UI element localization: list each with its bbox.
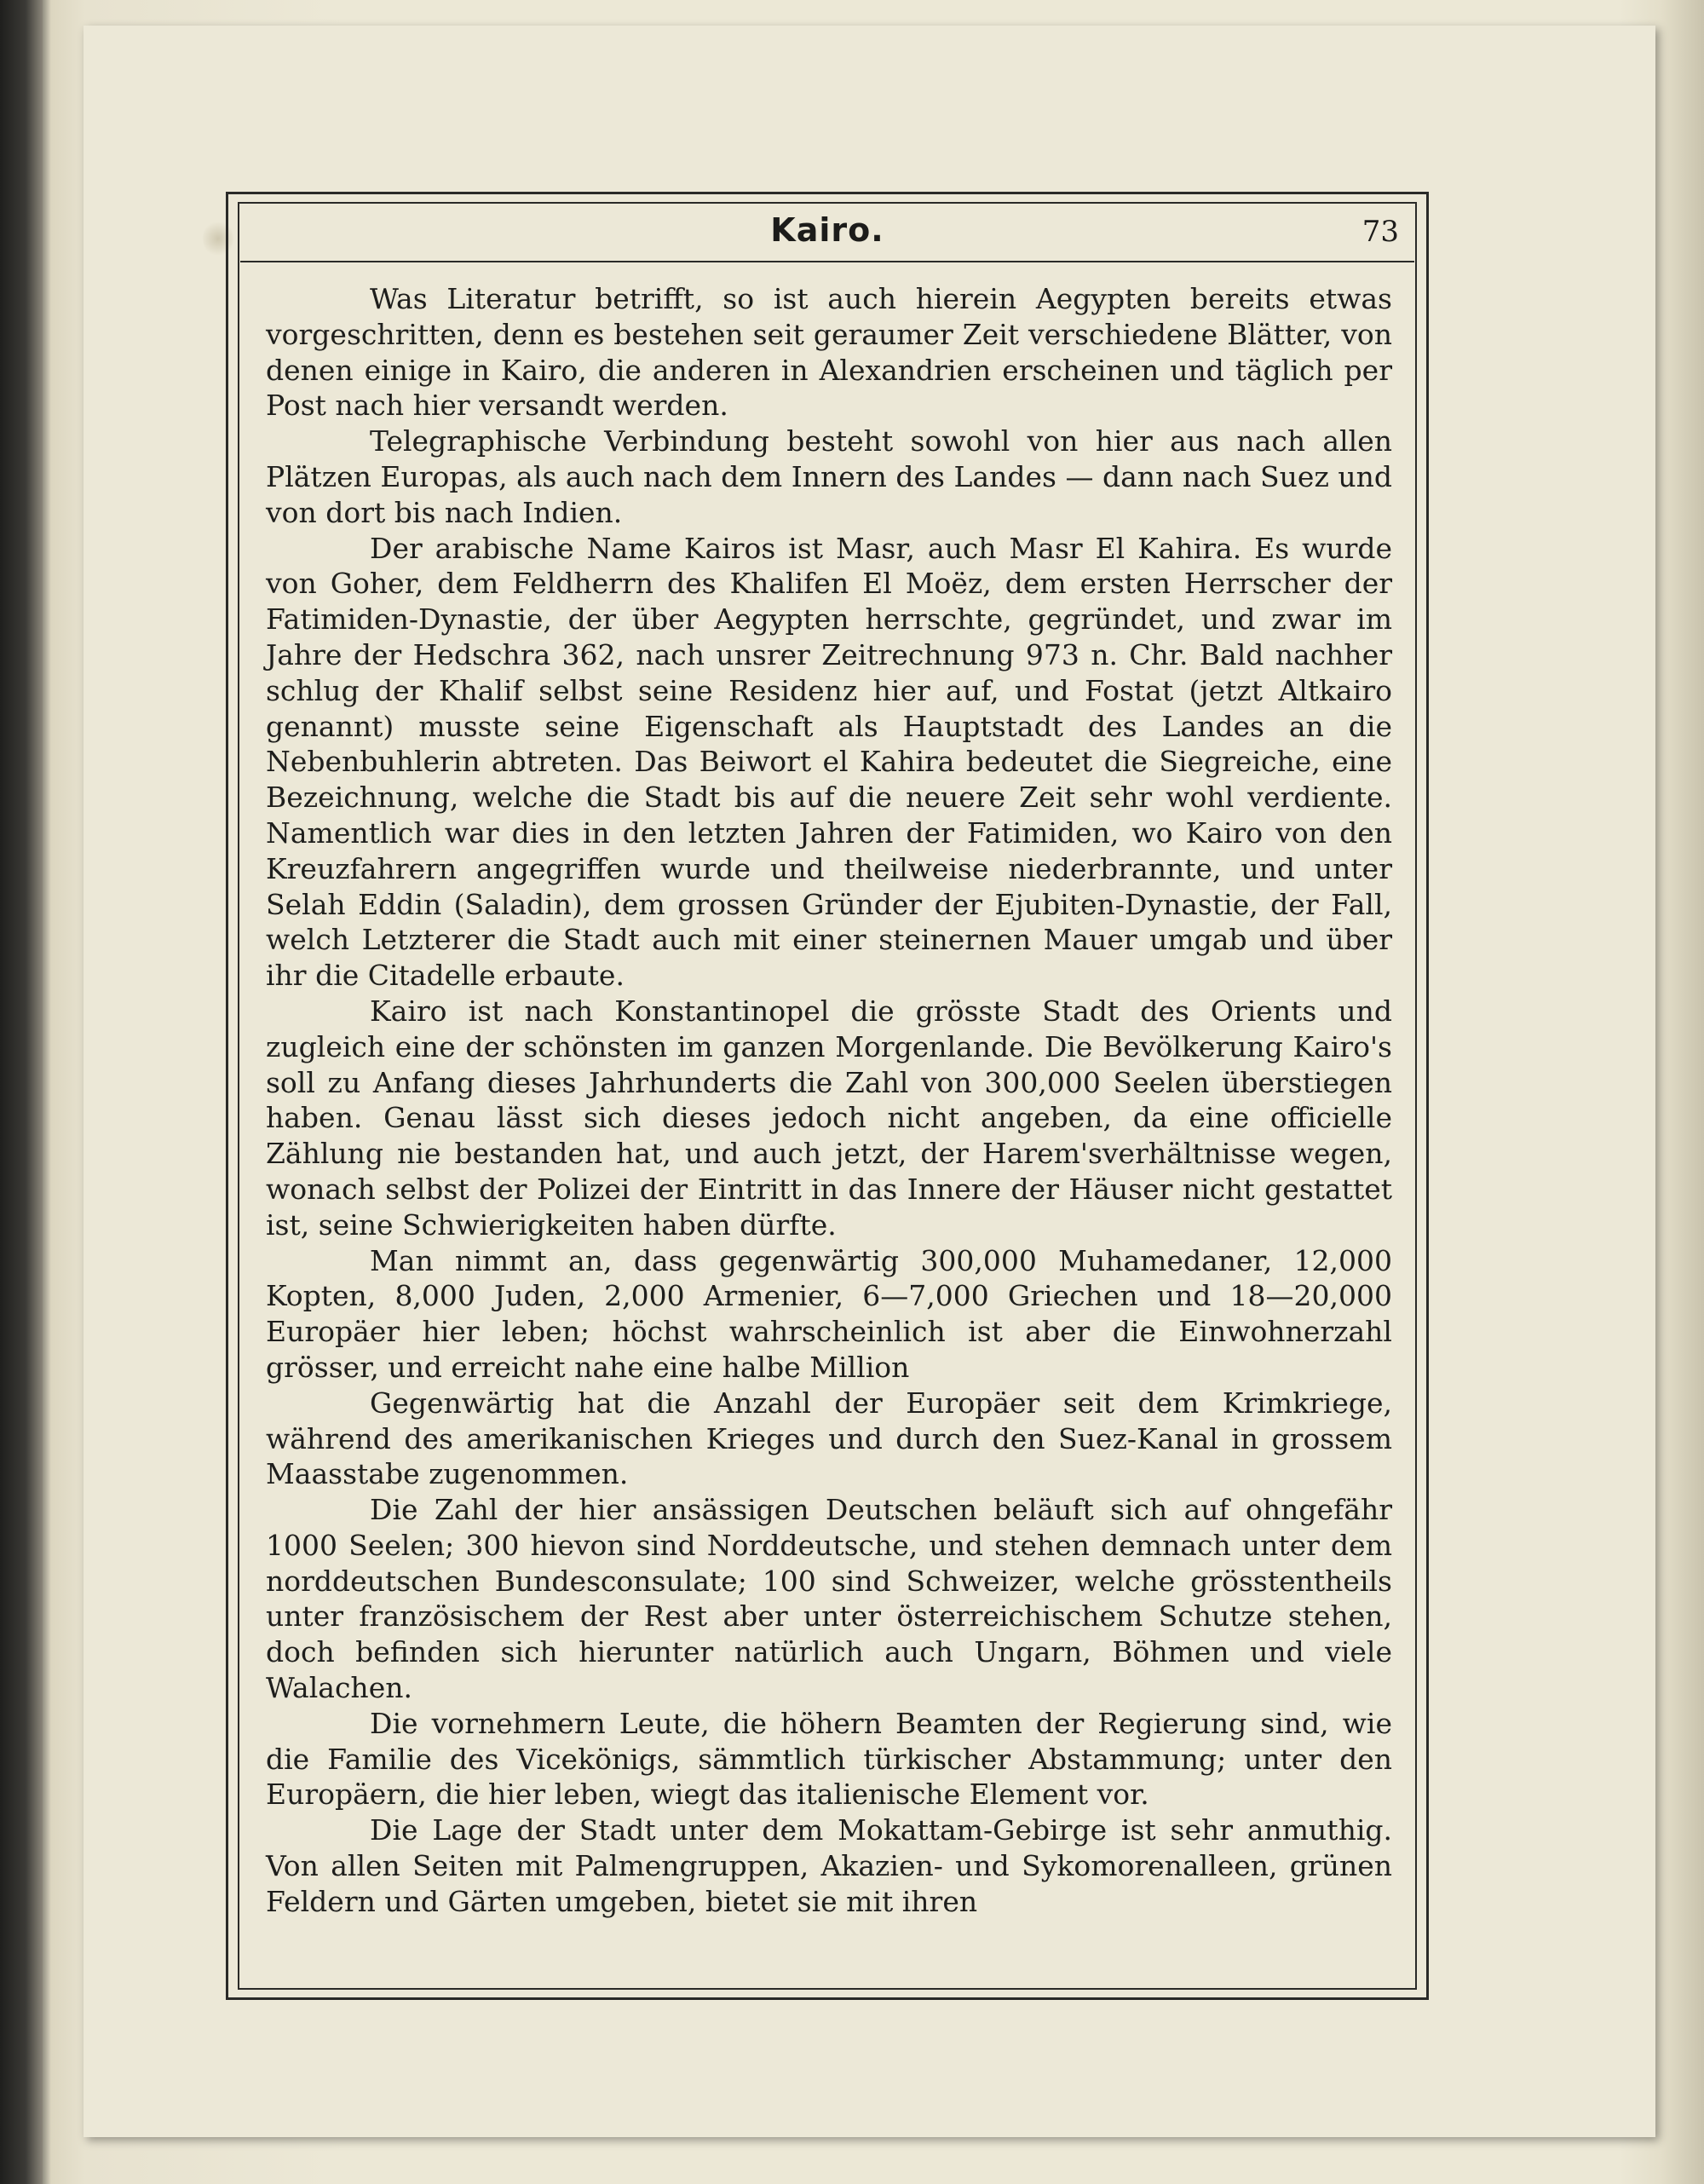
paragraph-telegraph: Telegraphische Verbindung besteht sowohl von hier aus nach allen Plätzen Europas, als auch nach dem Innern des Landes — dann nach Suez und von dort bis nach Indien. xyxy=(266,424,1392,529)
page-number: 73 xyxy=(1361,215,1399,249)
body-text xyxy=(266,281,1392,1920)
paragraph-germans: Die Zahl der hier ansässigen Deutschen beläuft sich auf ohngefähr 1000 Seelen; 300 hievon sind Norddeutsche, und stehen demnach unter dem norddeutschen Bundesconsulate; 100 sind Schweizer, welche grösstentheils unter französischem der Rest aber unter österreichischem Schutze stehen, doch befinden sich hierunter natürlich auch Ungarn, Böhmen und viele Walachen. xyxy=(266,1493,1392,1705)
paragraph-location: Die Lage der Stadt unter dem Mokattam-Gebirge ist sehr anmuthig. Von allen Seiten mit Palmengruppen, Akazien- und Sykomorenalleen, grünen Feldern und Gärten umgeben, bietet sie mit ihren xyxy=(266,1813,1392,1918)
paragraph-population: Kairo ist nach Konstantinopel die grösste Stadt des Orients und zugleich eine der schönsten im ganzen Morgenlande. Die Bevölkerung Kairo's soll zu Anfang dieses Jahrhunderts die Zahl von 300,000 Seelen überstiegen haben. Genau lässt sich dieses jedoch nicht angeben, da eine officielle Zählung nie bestanden hat, und auch jetzt, der Harem'sverhältnisse wegen, wonach selbst der Polizei der Eintritt in das Innere der Häuser nicht gestattet ist, seine Schwierigkeiten haben dürfte. xyxy=(266,994,1392,1242)
paragraph-nobility: Die vornehmern Leute, die höhern Beamten der Regierung sind, wie die Familie des Vicekönigs, sämmtlich türkischer Abstammung; unter den Europäern, die hier leben, wiegt das italienische Element vor. xyxy=(266,1706,1392,1812)
paragraph-europeans: Gegenwärtig hat die Anzahl der Europäer seit dem Krimkriege, während des amerikanischen Krieges und durch den Suez-Kanal in grossem Maasstabe zugenommen. xyxy=(266,1386,1392,1491)
page-header xyxy=(240,205,1414,262)
running-title: Kairo. xyxy=(770,211,884,249)
paragraph-religions: Man nimmt an, dass gegenwärtig 300,000 Muhamedaner, 12,000 Kopten, 8,000 Juden, 2,000 Armenier, 6—7,000 Griechen und 18—20,000 Europäer hier leben; höchst wahrscheinlich ist aber die Einwohnerzahl grösser, und erreicht nahe eine halbe Million xyxy=(266,1243,1392,1384)
paragraph-arabic-name: Der arabische Name Kairos ist Masr, auch Masr El Kahira. Es wurde von Goher, dem Feldherrn des Khalifen El Moëz, dem ersten Herrscher der Fatimiden-Dynastie, der über Aegypten herrschte, gegründet, und zwar im Jahre der Hedschra 362, nach unsrer Zeitrechnung 973 n. Chr. Bald nachher schlug der Khalif selbst seine Residenz hier auf, und Fostat (jetzt Altkairo genannt) musste seine Eigenschaft als Hauptstadt des Landes an die Nebenbuhlerin abtreten. Das Beiwort el Kahira bedeutet die Siegreiche, eine Bezeichnung, welche die Stadt bis auf die neuere Zeit sehr wohl verdiente. Namentlich war dies in den letzten Jahren der Fatimiden, wo Kairo von den Kreuzfahrern angegriffen wurde und theilweise niederbrannte, und unter Selah Eddin (Saladin), dem grossen Gründer der Ejubiten-Dynastie, der Fall, welch Letzterer die Stadt auch mit einer steinernen Mauer umgab und über ihr die Citadelle erbaute. xyxy=(266,531,1392,993)
book-binding-edge xyxy=(0,0,43,2184)
paragraph-literature: Was Literatur betrifft, so ist auch hierein Aegypten bereits etwas vorgeschritten, denn es bestehen seit geraumer Zeit verschiedene Blätter, von denen einige in Kairo, die anderen in Alexandrien erscheinen und täglich per Post nach hier versandt werden. xyxy=(266,282,1392,423)
